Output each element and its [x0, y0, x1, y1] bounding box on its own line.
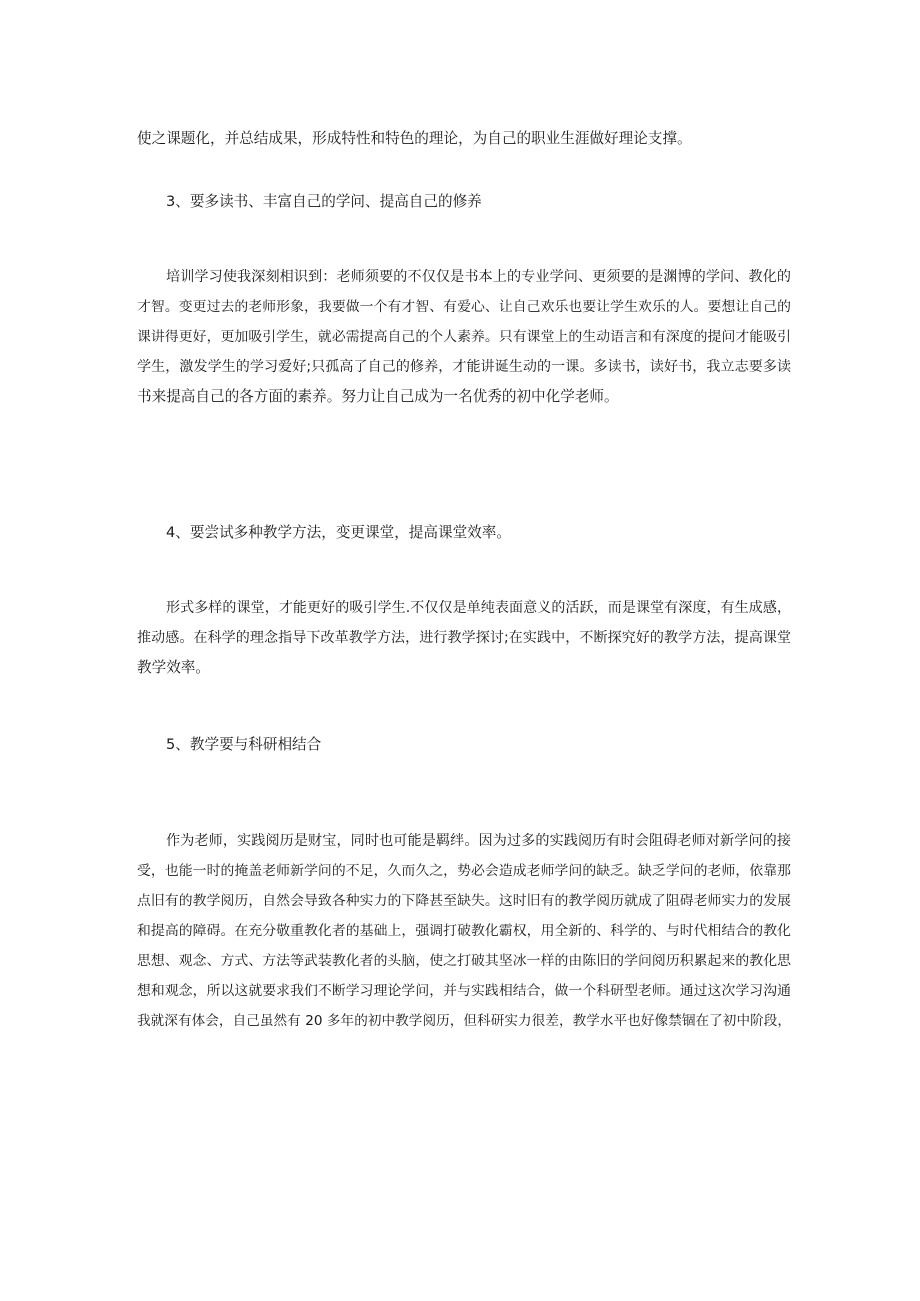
text-line: 书来提高自己的各方面的素养。努力让自己成为一名优秀的初中化学老师。 — [137, 388, 619, 405]
text-line: 使之课题化，并总结成果，形成特性和特色的理论，为自己的职业生涯做好理论支撑。 — [137, 130, 692, 147]
paragraph-section-5 — [137, 826, 791, 1036]
paragraph-intro — [137, 124, 791, 154]
text-line: 受，也能一时的掩盖老师新学问的不足，久而久之，势必会造成老师学问的缺乏。缺乏学问的老师，依靠那 — [137, 863, 791, 879]
text-line: 形式多样的课堂，才能更好的吸引学生.不仅仅是单纯表面意义的活跃，而是课堂有深度，有生成感， — [166, 600, 791, 616]
section-heading-5: 5、教学要与科研相结合 — [166, 736, 322, 753]
section-heading-4: 4、要尝试多种教学方法，变更课堂，提高课堂效率。 — [166, 524, 511, 541]
text-line: 课讲得更好，更加吸引学生，就必需提高自己的个人素养。只有课堂上的生动语言和有深度的提问才能吸引 — [137, 329, 791, 345]
text-line: 我就深有体会，自己虽然有 20 多年的初中教学阅历，但科研实力很差，教学水平也好像禁锢在了初中阶段， — [137, 1013, 791, 1029]
text-line: 作为老师，实践阅历是财宝，同时也可能是羁绊。因为过多的实践阅历有时会阻碍老师对新学问的接 — [166, 833, 791, 849]
text-line: 才智。变更过去的老师形象，我要做一个有才智、有爱心、让自己欢乐也要让学生欢乐的人。要想让自己的 — [137, 299, 791, 315]
paragraph-section-4 — [137, 593, 791, 683]
text-line: 教学效率。 — [137, 659, 210, 676]
text-line: 和提高的障碍。在充分敬重教化者的基础上，强调打破教化霸权，用全新的、科学的、与时代相结合的教化 — [137, 923, 791, 939]
section-heading-3: 3、要多读书、丰富自己的学问、提高自己的修养 — [166, 193, 482, 210]
text-line: 学生，激发学生的学习爱好;只孤高了自己的修养，才能讲诞生动的一课。多读书，读好书，我立志要多读 — [137, 359, 791, 375]
text-line: 思想、观念、方式、方法等武装教化者的头脑，使之打破其坚冰一样的由陈旧的学问阅历积累起来的教化思 — [137, 953, 791, 969]
text-line: 点旧有的教学阅历，自然会导致各种实力的下降甚至缺失。这时旧有的教学阅历就成了阻碍老师实力的发展 — [137, 893, 791, 909]
paragraph-section-3 — [137, 262, 791, 412]
text-line: 想和观念，所以这就要求我们不断学习理论学问，并与实践相结合，做一个科研型老师。通过这次学习沟通 — [137, 983, 791, 999]
text-line: 培训学习使我深刻相识到：老师须要的不仅仅是书本上的专业学问、更须要的是渊博的学问、教化的 — [166, 269, 791, 285]
text-line: 推动感。在科学的理念指导下改革教学方法，进行教学探讨;在实践中，不断探究好的教学方法，提高课堂 — [137, 630, 791, 646]
